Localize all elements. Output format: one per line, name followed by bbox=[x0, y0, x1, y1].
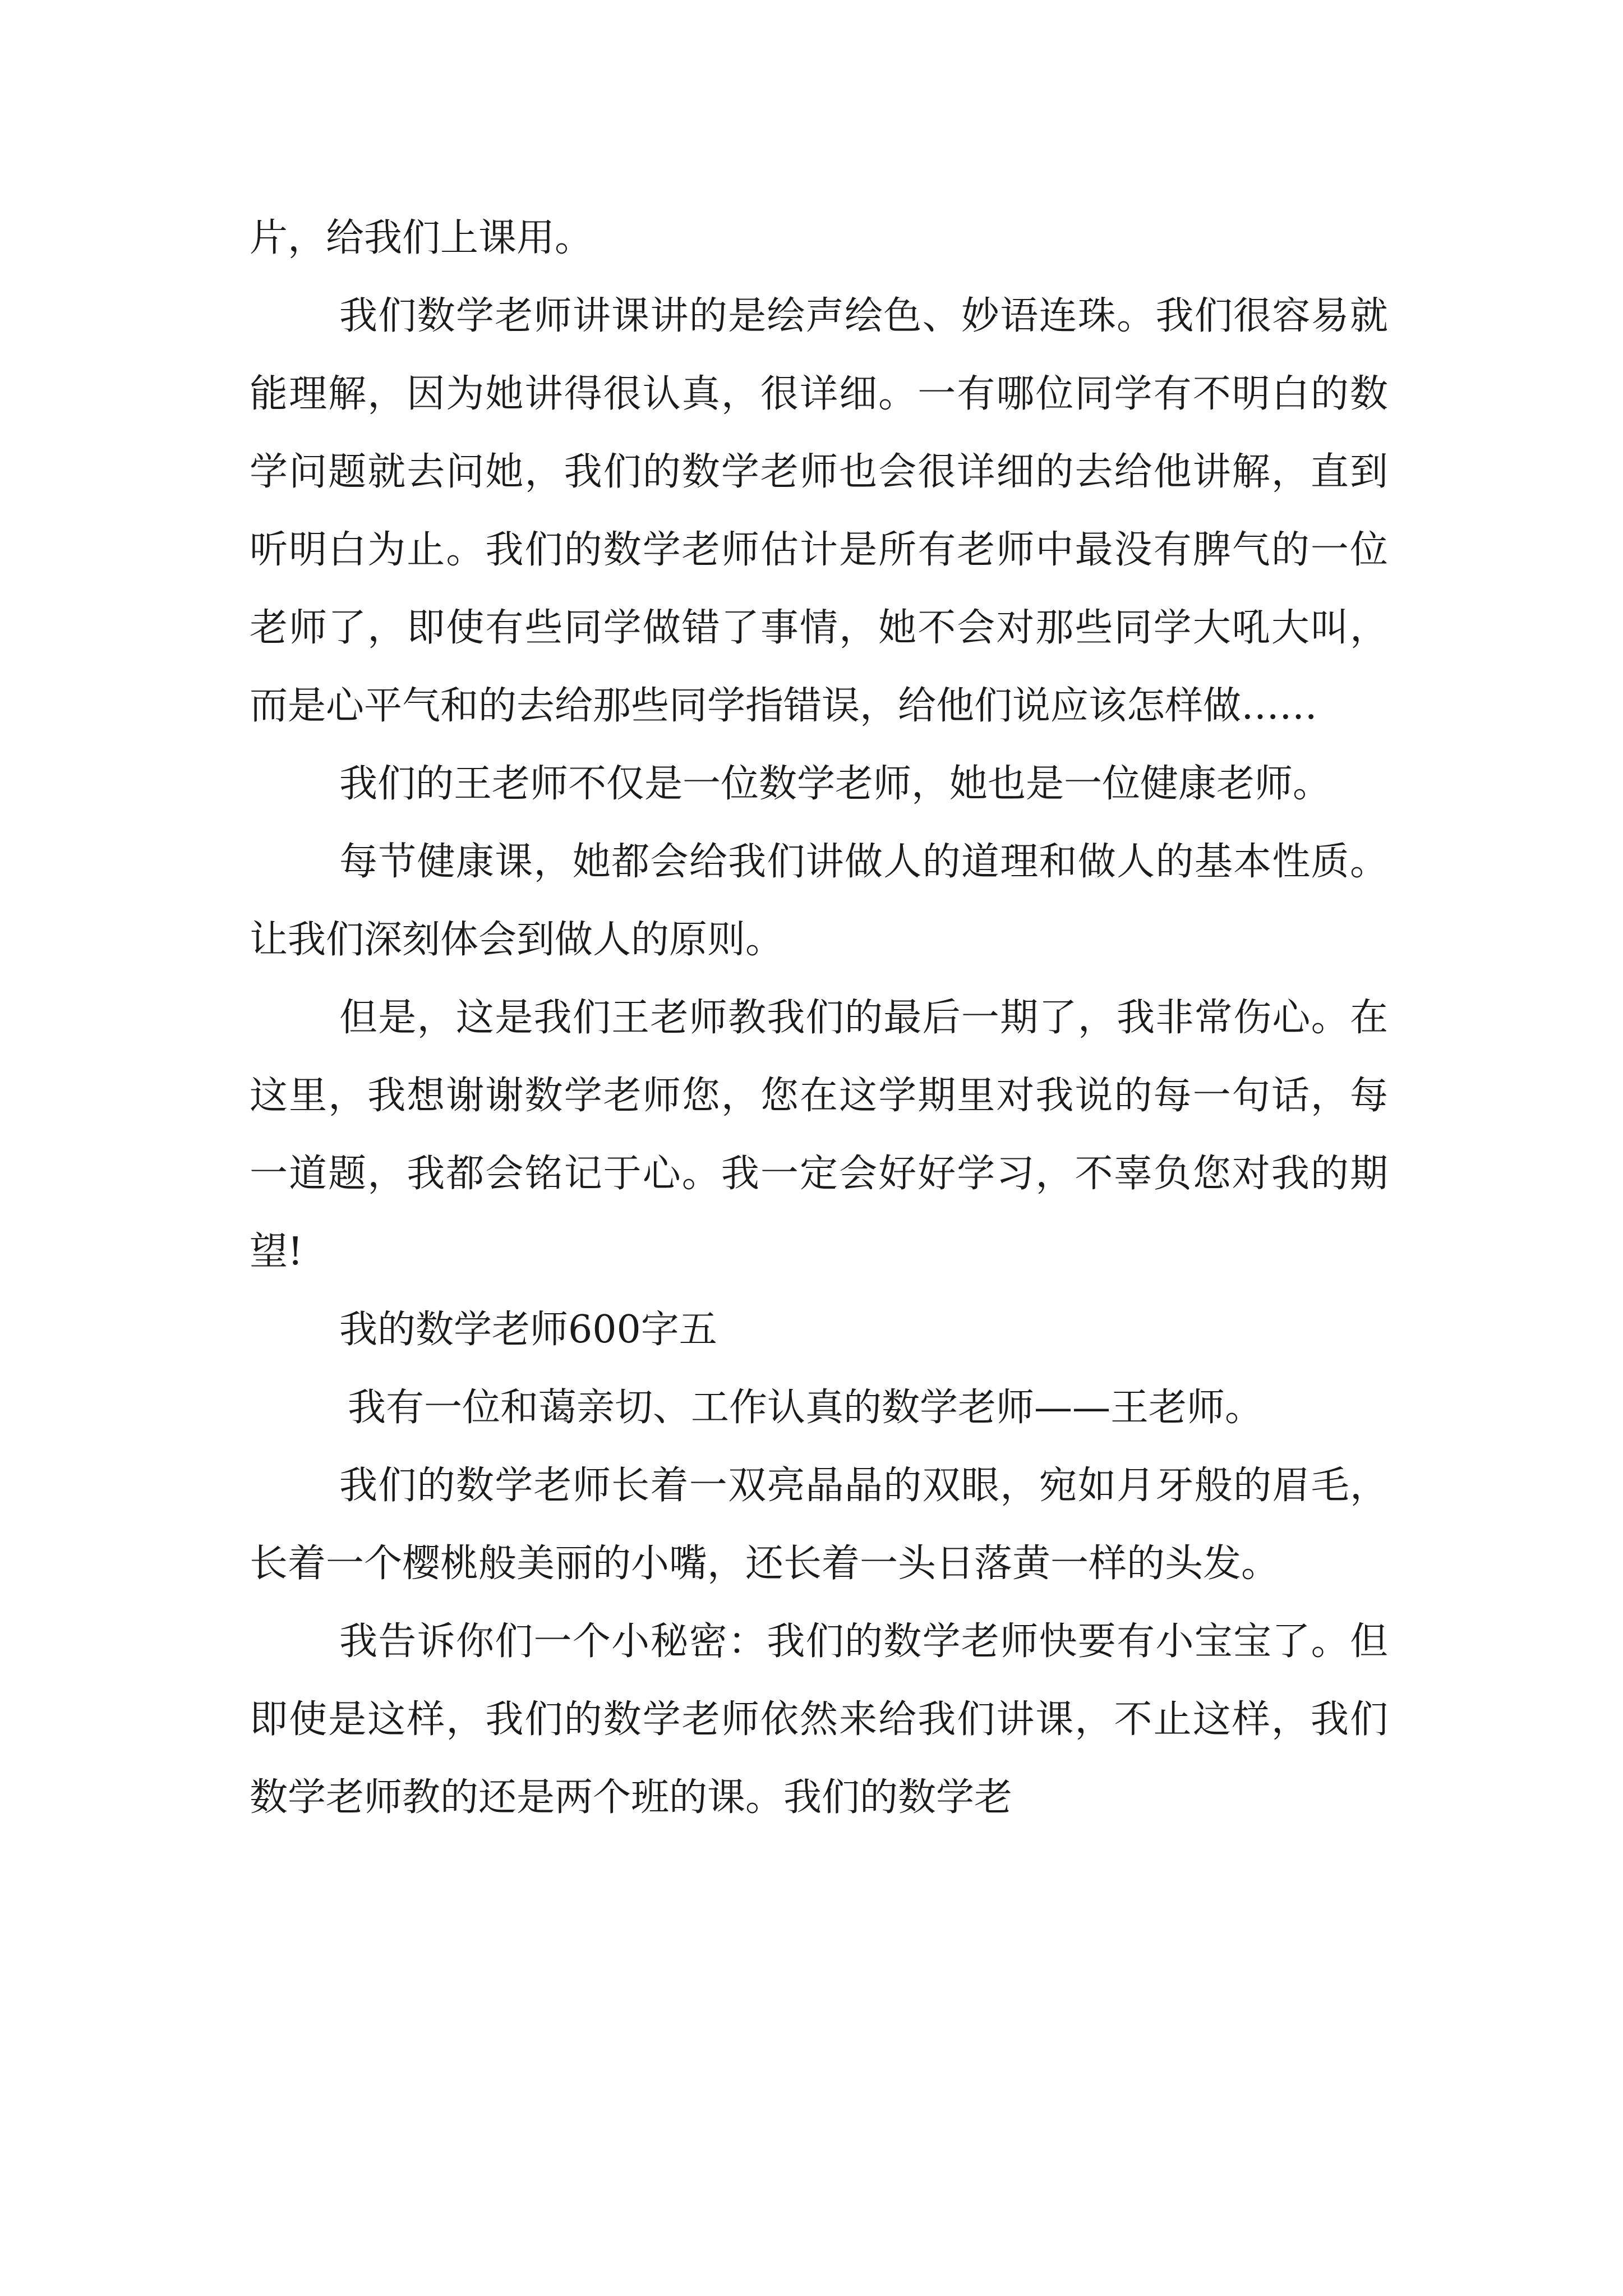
section-heading: 我的数学老师600字五 bbox=[339, 1308, 717, 1352]
paragraph: 但是，这是我们王老师教我们的最后一期了，我非常伤心。在这里，我想谢谢数学老师您，您在这学期里对我说的每一句话，每一道题，我都会铭记于心。我一定会好好学习，不辜负您对我的期望! bbox=[250, 996, 1388, 1274]
document-body bbox=[250, 199, 1388, 1837]
paragraph: 每节健康课，她都会给我们讲做人的道理和做人的基本性质。让我们深刻体会到做人的原则。 bbox=[250, 840, 1388, 962]
paragraph: 我有一位和蔼亲切、工作认真的数学老师——王老师。 bbox=[348, 1386, 1264, 1430]
paragraph-continuation: 片，给我们上课用。 bbox=[250, 216, 593, 260]
paragraph: 我们的数学老师长着一双亮晶晶的双眼，宛如月牙般的眉毛，长着一个樱桃般美丽的小嘴，还长着一头日落黄一样的头发。 bbox=[250, 1464, 1388, 1586]
paragraph: 我们的王老师不仅是一位数学老师，她也是一位健康老师。 bbox=[339, 762, 1331, 806]
paragraph: 我们数学老师讲课讲的是绘声绘色、妙语连珠。我们很容易就能理解，因为她讲得很认真，很详细。一有哪位同学有不明白的数学问题就去问她，我们的数学老师也会很详细的去给他讲解，直到听明白为止。我们的数学老师估计是所有老师中最没有脾气的一位老师了，即使有些同学做错了事情，她不会对那些同学大吼大叫，而是心平气和的去给那些同学指错误，给他们说应该怎样做…… bbox=[250, 294, 1388, 728]
paragraph: 我告诉你们一个小秘密：我们的数学老师快要有小宝宝了。但即使是这样，我们的数学老师依然来给我们讲课，不止这样，我们数学老师教的还是两个班的课。我们的数学老 bbox=[250, 1619, 1388, 1820]
